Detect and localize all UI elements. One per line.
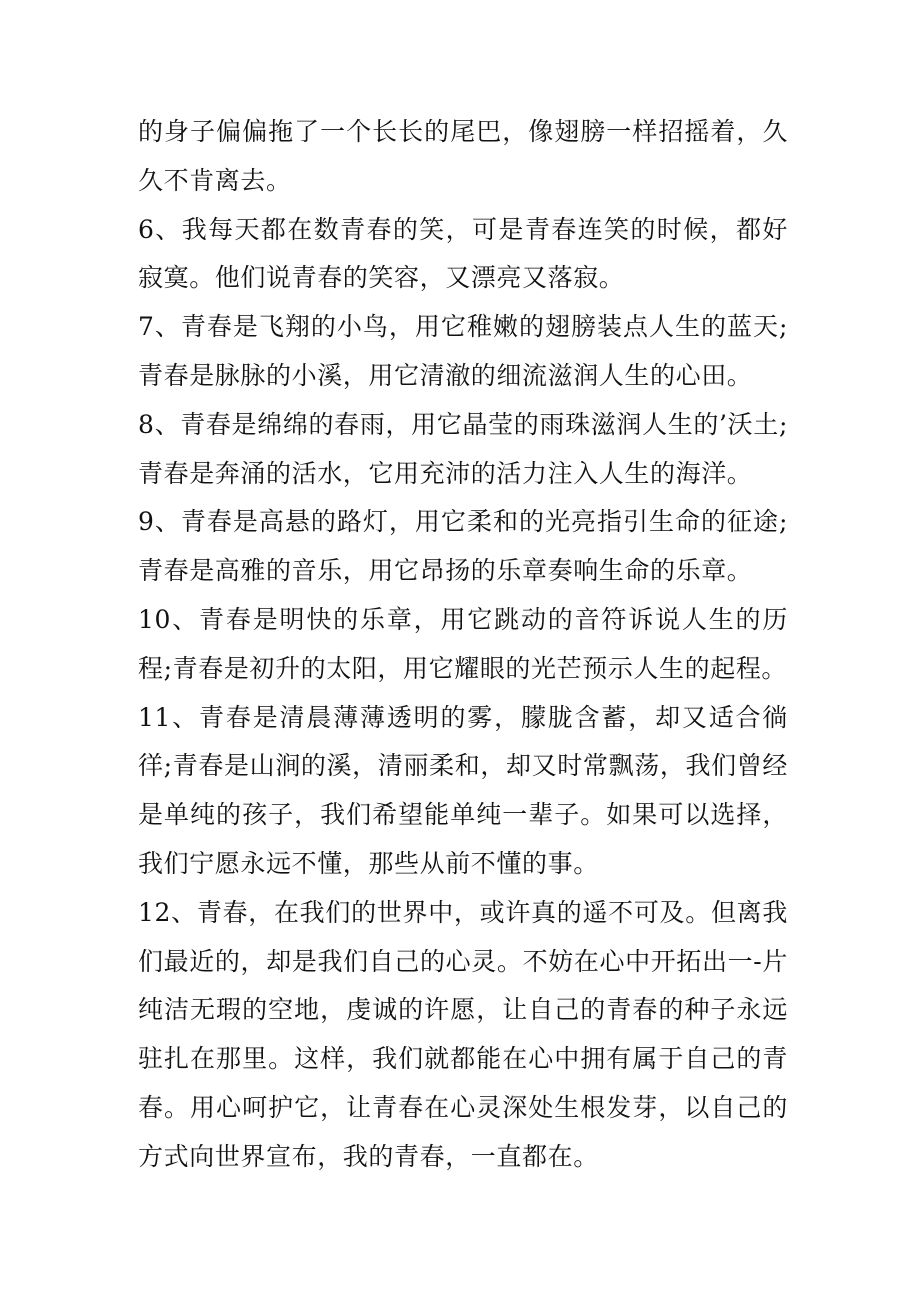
paragraph-12: 12、青春，在我们的世界中，或许真的遥不可及。但离我们最近的，却是我们自己的心灵。不妨在心中开拓出一-片纯洁无瑕的空地，虔诚的许愿，让自己的青春的种子永远驻扎在那里。这样，我们就都能在心中拥有属于自己的青春。用心呵护它，让青春在心灵深处生根发芽，以自己的方式向世界宣布，我的青春，一直都在。 [138,897,788,1171]
paragraph-continuation: 的身子偏偏拖了一个长长的尾巴，像翅膀一样招摇着，久久不肯离去。 [138,117,788,195]
paragraph-9: 9、青春是高悬的路灯，用它柔和的光亮指引生命的征途;青春是高雅的音乐，用它昂扬的乐章奏响生命的乐章。 [138,507,788,586]
paragraph-7: 7、青春是飞翔的小鸟，用它稚嫩的翅膀装点人生的蓝天;青春是脉脉的小溪，用它清澈的细流滋润人生的心田。 [138,312,788,390]
paragraph-11: 11、青春是清晨薄薄透明的雾，朦胧含蓄，却又适合徜徉;青春是山涧的溪，清丽柔和，却又时常飘荡，我们曾经是单纯的孩子，我们希望能单纯一辈子。如果可以选择，我们宁愿永远不懂，那些从前不懂的事。 [138,702,788,878]
body-text [138,108,788,1182]
paragraph-10: 10、青春是明快的乐章，用它跳动的音符诉说人生的历程;青春是初升的太阳，用它耀眼的光芒预示人生的起程。 [138,604,788,683]
paragraph-8: 8、青春是绵绵的春雨，用它晶莹的雨珠滋润人生的’沃土;青春是奔涌的活水，它用充沛的活力注入人生的海洋。 [138,409,788,488]
paragraph-6: 6、我每天都在数青春的笑，可是青春连笑的时候，都好寂寞。他们说青春的笑容，又漂亮又落寂。 [138,214,788,293]
